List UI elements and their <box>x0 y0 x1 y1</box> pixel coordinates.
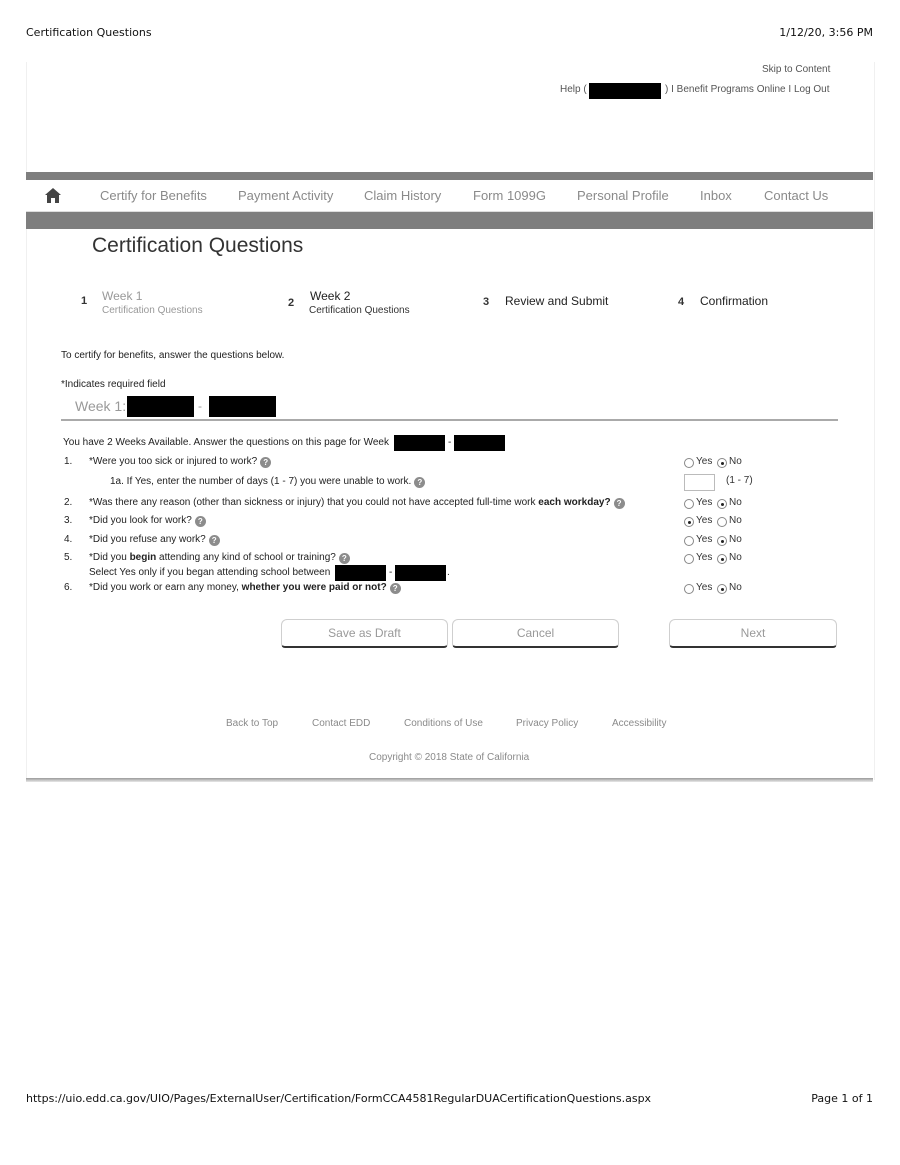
q6-no-label: No <box>729 582 742 593</box>
save-as-draft-button[interactable]: Save as Draft <box>281 619 448 648</box>
page-frame <box>26 62 875 780</box>
q1-label: *Were you too sick or injured to work? <box>89 456 258 467</box>
q4-text <box>89 534 220 546</box>
q4-no-label: No <box>729 534 742 545</box>
q2-label-bold: each workday? <box>538 497 611 508</box>
q3-label: *Did you look for work? <box>89 515 192 526</box>
nav-claim-history[interactable]: Claim History <box>364 188 442 203</box>
q2-no-label: No <box>729 497 742 508</box>
weeks-available-text: You have 2 Weeks Available. Answer the questions on this page for Week <box>63 437 389 448</box>
q5-no-radio[interactable] <box>717 554 727 564</box>
q6-yes-radio[interactable] <box>684 584 694 594</box>
week-dash: - <box>198 399 202 413</box>
footer-contact-edd[interactable]: Contact EDD <box>312 718 371 729</box>
q4-number: 4. <box>64 534 73 545</box>
step-3-title: Review and Submit <box>505 294 609 308</box>
step-4-title: Confirmation <box>700 294 769 308</box>
help-icon[interactable]: ? <box>209 535 220 546</box>
q1a-text <box>110 476 425 488</box>
nav-payment-activity[interactable]: Payment Activity <box>238 188 334 203</box>
q5-yes-label: Yes <box>696 552 713 563</box>
nav-certify-for-benefits[interactable]: Certify for Benefits <box>100 188 207 203</box>
nav-contact-us[interactable]: Contact Us <box>764 188 829 203</box>
footer-privacy-policy[interactable]: Privacy Policy <box>516 718 579 729</box>
q2-yes-label: Yes <box>696 497 713 508</box>
help-icon[interactable]: ? <box>414 477 425 488</box>
q5-subtext: Select Yes only if you began attending school between <box>89 567 331 578</box>
nav-form-1099g[interactable]: Form 1099G <box>473 188 546 203</box>
q3-yes-label: Yes <box>696 515 713 526</box>
q5-yes-radio[interactable] <box>684 554 694 564</box>
redacted-week-start <box>127 396 194 417</box>
main-nav <box>26 180 873 212</box>
q2-text <box>89 497 625 509</box>
q5-label-b: attending any kind of school or training? <box>156 552 336 563</box>
redacted-phone <box>589 83 661 99</box>
next-button[interactable]: Next <box>669 619 837 648</box>
q5-text <box>89 552 350 564</box>
cancel-button[interactable]: Cancel <box>452 619 619 648</box>
benefit-programs-logout-links[interactable]: ) I Benefit Programs Online I Log Out <box>665 84 830 95</box>
week-label: Week 1: <box>75 398 127 414</box>
q5-sub-dash: - <box>389 567 393 578</box>
footer-conditions-of-use[interactable]: Conditions of Use <box>404 718 483 729</box>
print-page-number: Page 1 of 1 <box>811 1092 873 1105</box>
help-icon[interactable]: ? <box>195 516 206 527</box>
help-icon[interactable]: ? <box>614 498 625 509</box>
print-page-title: Certification Questions <box>26 26 152 39</box>
q3-no-label: No <box>729 515 742 526</box>
q3-yes-radio[interactable] <box>684 517 694 527</box>
q4-no-radio[interactable] <box>717 536 727 546</box>
step-1-number: 1 <box>81 295 88 307</box>
step-2-number: 2 <box>288 297 295 309</box>
skip-to-content-link[interactable]: Skip to Content <box>762 64 831 75</box>
q1-no-label: No <box>729 456 742 467</box>
q5-sub-end: . <box>447 567 450 578</box>
nav-inbox[interactable]: Inbox <box>700 188 732 203</box>
page-title: Certification Questions <box>92 234 304 257</box>
step-1-title: Week 1 <box>102 289 143 303</box>
q5-number: 5. <box>64 552 73 563</box>
nav-bottom-bar <box>26 212 873 229</box>
step-3-number: 3 <box>483 296 490 308</box>
q1-no-radio[interactable] <box>717 458 727 468</box>
q2-number: 2. <box>64 497 73 508</box>
q2-label: *Was there any reason (other than sickness or injury) that you could not have accepted full-time work <box>89 497 539 508</box>
q3-number: 3. <box>64 515 73 526</box>
q1a-range-hint: (1 - 7) <box>726 475 753 486</box>
q3-text <box>89 515 206 527</box>
q1a-days-input[interactable] <box>684 474 715 491</box>
q6-label: *Did you work or earn any money, <box>89 582 242 593</box>
q6-no-radio[interactable] <box>717 584 727 594</box>
q3-no-radio[interactable] <box>717 517 727 527</box>
q6-yes-label: Yes <box>696 582 713 593</box>
page-bottom-shadow <box>26 778 873 782</box>
required-note: *Indicates required field <box>61 379 166 390</box>
redacted-avail-end <box>454 435 505 451</box>
q6-text <box>89 582 401 594</box>
q1-text <box>89 456 271 468</box>
q6-number: 6. <box>64 582 73 593</box>
header-divider <box>26 172 873 180</box>
footer-back-to-top[interactable]: Back to Top <box>226 718 279 729</box>
step-2-title: Week 2 <box>310 289 351 303</box>
q4-label: *Did you refuse any work? <box>89 534 206 545</box>
q5-label-bold: begin <box>129 552 157 563</box>
q5-label-a: *Did you <box>89 552 130 563</box>
q2-no-radio[interactable] <box>717 499 727 509</box>
home-icon[interactable] <box>44 187 62 204</box>
q1-yes-label: Yes <box>696 456 713 467</box>
help-icon[interactable]: ? <box>339 553 350 564</box>
footer-accessibility[interactable]: Accessibility <box>612 718 667 729</box>
utility-links <box>560 84 587 95</box>
help-link[interactable]: Help ( <box>560 84 587 95</box>
print-datetime: 1/12/20, 3:56 PM <box>779 26 873 39</box>
print-url: https://uio.edd.ca.gov/UIO/Pages/ExternalUser/Certification/FormCCA4581RegularDUACertificationQuestions.aspx <box>26 1092 652 1105</box>
intro-text: To certify for benefits, answer the questions below. <box>61 350 285 361</box>
q1-yes-radio[interactable] <box>684 458 694 468</box>
q6-label-bold: whether you were paid or not? <box>241 582 387 593</box>
help-icon[interactable]: ? <box>390 583 401 594</box>
step-2-subtitle: Certification Questions <box>309 305 410 316</box>
redacted-week-end <box>209 396 276 417</box>
redacted-avail-start <box>394 435 445 451</box>
available-dash: - <box>448 437 452 448</box>
q2-yes-radio[interactable] <box>684 499 694 509</box>
q4-yes-label: Yes <box>696 534 713 545</box>
q1-number: 1. <box>64 456 73 467</box>
copyright: Copyright © 2018 State of California <box>369 752 530 763</box>
redacted-school-start <box>335 565 386 581</box>
q4-yes-radio[interactable] <box>684 536 694 546</box>
redacted-school-end <box>395 565 446 581</box>
q1a-label: 1a. If Yes, enter the number of days (1 - 7) you were unable to work. <box>110 476 412 487</box>
step-1-subtitle: Certification Questions <box>102 305 203 316</box>
nav-personal-profile[interactable]: Personal Profile <box>577 188 669 203</box>
help-icon[interactable]: ? <box>260 457 271 468</box>
week-divider <box>61 419 838 421</box>
q5-no-label: No <box>729 552 742 563</box>
step-4-number: 4 <box>678 296 685 308</box>
